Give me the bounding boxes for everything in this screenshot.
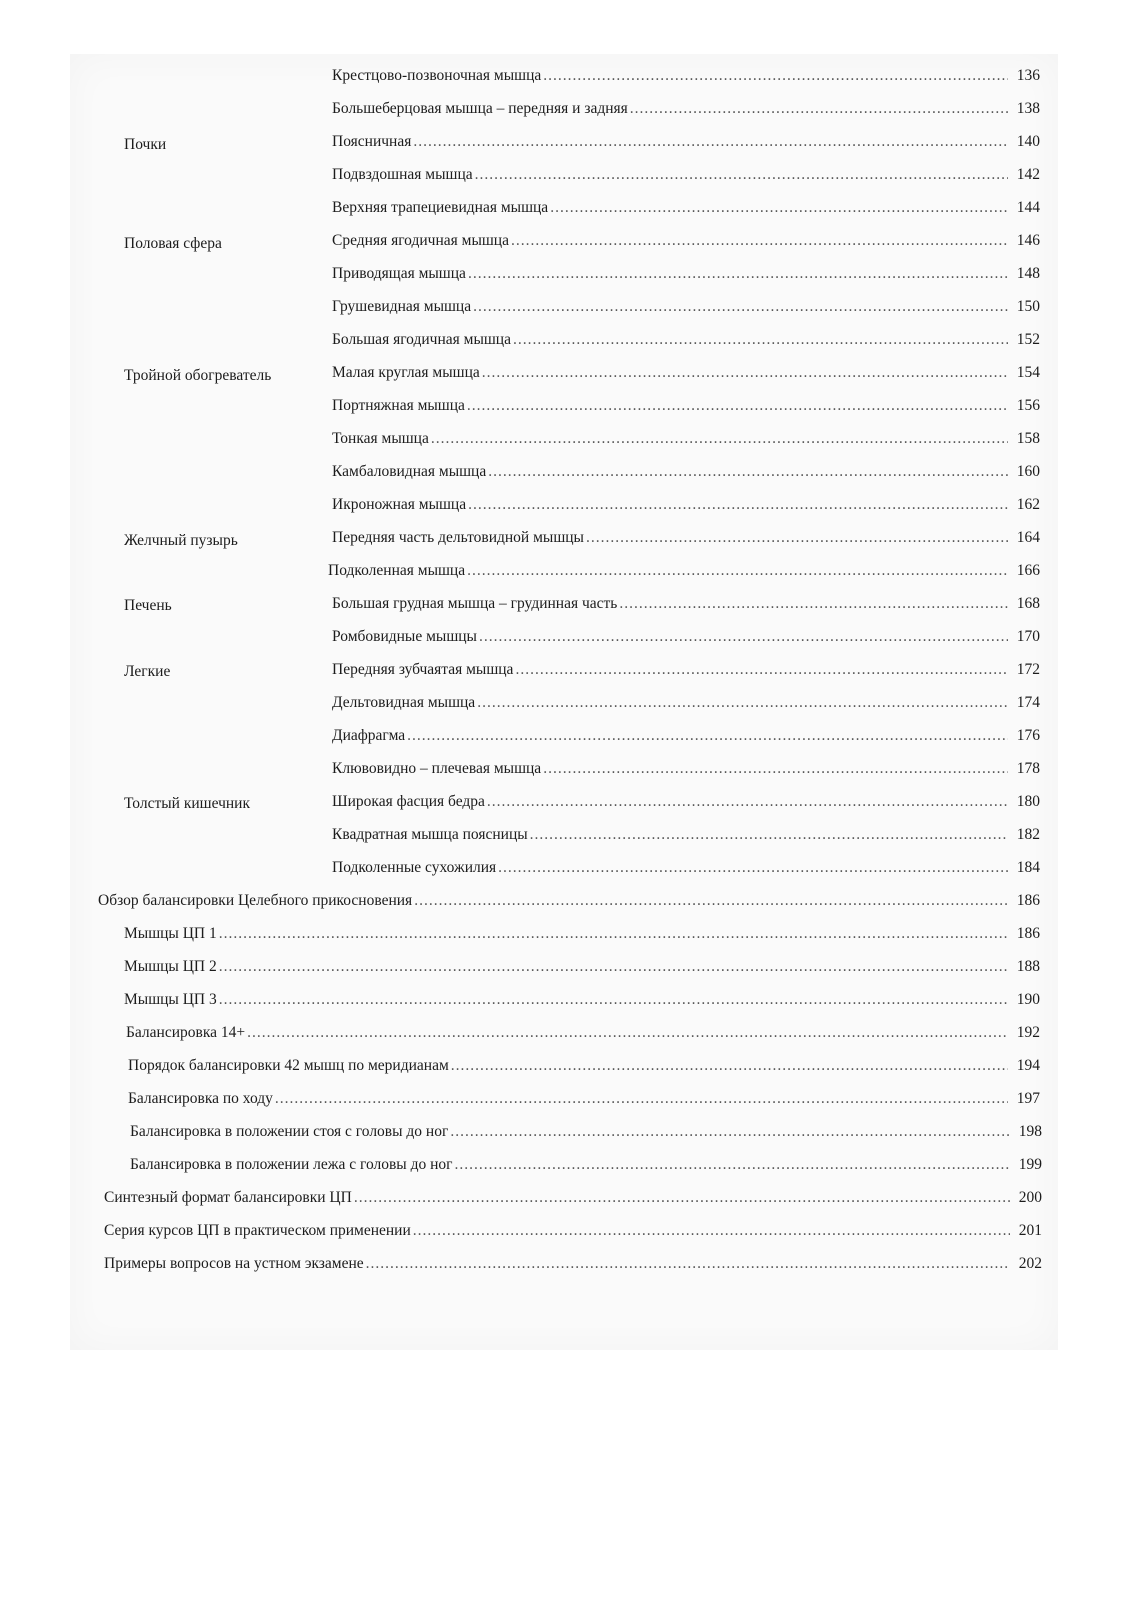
toc-entry-title: Грушевидная мышца bbox=[332, 298, 472, 315]
toc-entry[interactable] bbox=[332, 260, 1040, 288]
dot-leader bbox=[219, 986, 1008, 1014]
dot-leader bbox=[498, 854, 1008, 882]
toc-entry[interactable] bbox=[124, 986, 1040, 1014]
toc-entry-page: 164 bbox=[1016, 529, 1040, 546]
dot-leader bbox=[366, 1250, 1010, 1278]
toc-entry-page: 176 bbox=[1016, 727, 1040, 744]
dot-leader bbox=[219, 953, 1008, 981]
toc-entry-title: Большеберцовая мышца – передняя и задняя bbox=[332, 100, 628, 117]
toc-entry[interactable] bbox=[130, 1151, 1042, 1179]
toc-entry[interactable] bbox=[332, 656, 1040, 684]
toc-entry-title: Ромбовидные мышцы bbox=[332, 628, 477, 645]
dot-leader bbox=[619, 590, 1008, 618]
toc-entry-title: Подколенные сухожилия bbox=[332, 859, 497, 876]
toc-entry[interactable] bbox=[332, 623, 1040, 651]
toc-entry[interactable] bbox=[332, 293, 1040, 321]
toc-entry[interactable] bbox=[124, 953, 1040, 981]
toc-entry-title: Средняя ягодичная мышца bbox=[332, 232, 509, 249]
dot-leader bbox=[219, 920, 1008, 948]
toc-section-entry[interactable] bbox=[104, 1184, 1042, 1212]
toc-entry-title: Порядок балансировки 42 мышц по меридианам bbox=[128, 1057, 449, 1074]
dot-leader bbox=[550, 194, 1008, 222]
toc-entry-page: 146 bbox=[1016, 232, 1040, 249]
dot-leader bbox=[477, 689, 1008, 717]
toc-entry-page: 138 bbox=[1016, 100, 1040, 117]
toc-entry-page: 140 bbox=[1016, 133, 1040, 150]
toc-entry[interactable] bbox=[332, 425, 1040, 453]
toc-entry-title: Малая круглая мышца bbox=[332, 364, 480, 381]
dot-leader bbox=[451, 1052, 1008, 1080]
toc-entry-title: Мышцы ЦП 1 bbox=[124, 925, 217, 942]
toc-entry-page: 152 bbox=[1016, 331, 1040, 348]
toc-entry[interactable] bbox=[130, 1118, 1042, 1146]
toc-entry[interactable] bbox=[332, 227, 1040, 255]
toc-entry[interactable] bbox=[332, 392, 1040, 420]
toc-entry[interactable] bbox=[332, 854, 1040, 882]
toc-entry-page: 184 bbox=[1016, 859, 1040, 876]
toc-entry-page: 190 bbox=[1016, 991, 1040, 1008]
toc-entry-page: 144 bbox=[1016, 199, 1040, 216]
toc-entry-page: 172 bbox=[1016, 661, 1040, 678]
dot-leader bbox=[530, 821, 1008, 849]
toc-entry-page: 199 bbox=[1018, 1156, 1042, 1173]
dot-leader bbox=[247, 1019, 1008, 1047]
toc-entry-title: Балансировка по ходу bbox=[128, 1090, 273, 1107]
toc-entry-title: Широкая фасция бедра bbox=[332, 793, 485, 810]
toc-entry[interactable] bbox=[126, 1019, 1040, 1047]
toc-entry-title: Мышцы ЦП 2 bbox=[124, 958, 217, 975]
toc-entry-title: Подколенная мышца bbox=[328, 562, 466, 579]
toc-entry-page: 174 bbox=[1016, 694, 1040, 711]
toc-entry-title: Обзор балансировки Целебного прикосновения bbox=[98, 892, 413, 909]
toc-entry-title: Передняя часть дельтовидной мышцы bbox=[332, 529, 584, 546]
toc-entry-title: Тонкая мышца bbox=[332, 430, 429, 447]
toc-entry-title: Поясничная bbox=[332, 133, 412, 150]
dot-leader bbox=[515, 656, 1008, 684]
toc-entry[interactable] bbox=[128, 1085, 1040, 1113]
dot-leader bbox=[488, 458, 1008, 486]
dot-leader bbox=[482, 359, 1008, 387]
toc-entry-title: Верхняя трапециевидная мышца bbox=[332, 199, 549, 216]
toc-entry-title: Дельтовидная мышца bbox=[332, 694, 476, 711]
toc-entry[interactable] bbox=[332, 788, 1040, 816]
toc-entry-title: Клювовидно – плечевая мышца bbox=[332, 760, 542, 777]
toc-entry-page: 162 bbox=[1016, 496, 1040, 513]
toc-entry-title: Серия курсов ЦП в практическом применении bbox=[104, 1222, 411, 1239]
dot-leader bbox=[543, 755, 1008, 783]
toc-entry-page: 200 bbox=[1018, 1189, 1042, 1206]
toc-entry-title: Балансировка 14+ bbox=[126, 1024, 246, 1041]
dot-leader bbox=[468, 491, 1008, 519]
dot-leader bbox=[513, 326, 1008, 354]
toc-entry-title: Квадратная мышца поясницы bbox=[332, 826, 528, 843]
toc-entry-page: 178 bbox=[1016, 760, 1040, 777]
dot-leader bbox=[354, 1184, 1010, 1212]
toc-entry[interactable] bbox=[332, 458, 1040, 486]
dot-leader bbox=[275, 1085, 1008, 1113]
toc-entry-page: 192 bbox=[1016, 1024, 1040, 1041]
toc-entry-title: Большая ягодичная мышца bbox=[332, 331, 511, 348]
dot-leader bbox=[414, 887, 1008, 915]
toc-entry-title: Балансировка в положении стоя с головы до ног bbox=[130, 1123, 449, 1140]
toc-group-label: Легкие bbox=[124, 663, 171, 680]
dot-leader bbox=[455, 1151, 1010, 1179]
toc-entry[interactable] bbox=[332, 722, 1040, 750]
toc-entry-page: 154 bbox=[1016, 364, 1040, 381]
toc-entry[interactable] bbox=[332, 755, 1040, 783]
dot-leader bbox=[467, 557, 1008, 585]
toc-entry-title: Подвздошная мышца bbox=[332, 166, 473, 183]
toc-entry[interactable] bbox=[332, 62, 1040, 90]
toc-entry-title: Портняжная мышца bbox=[332, 397, 465, 414]
toc-entry-title: Примеры вопросов на устном экзамене bbox=[104, 1255, 364, 1272]
toc-entry-page: 136 bbox=[1016, 67, 1040, 84]
toc-entry-title: Мышцы ЦП 3 bbox=[124, 991, 217, 1008]
toc-entry[interactable] bbox=[332, 359, 1040, 387]
toc-entry[interactable] bbox=[332, 590, 1040, 618]
dot-leader bbox=[407, 722, 1008, 750]
toc-group-label: Почки bbox=[124, 136, 167, 153]
toc-entry-page: 160 bbox=[1016, 463, 1040, 480]
toc-group-label: Половая сфера bbox=[124, 235, 222, 252]
toc-entry[interactable] bbox=[128, 1052, 1040, 1080]
toc-entry[interactable] bbox=[332, 194, 1040, 222]
dot-leader bbox=[467, 392, 1008, 420]
toc-section-entry[interactable] bbox=[98, 887, 1040, 915]
toc-entry[interactable] bbox=[332, 689, 1040, 717]
dot-leader bbox=[413, 1217, 1010, 1245]
toc-entry-title: Диафрагма bbox=[332, 727, 406, 744]
toc-entry-title: Передняя зубчаятая мышца bbox=[332, 661, 514, 678]
toc-entry[interactable] bbox=[332, 821, 1040, 849]
dot-leader bbox=[475, 161, 1008, 189]
toc-group-label: Печень bbox=[124, 597, 172, 614]
toc-entry[interactable] bbox=[332, 128, 1040, 156]
toc-entry-page: 198 bbox=[1018, 1123, 1042, 1140]
toc-entry-page: 142 bbox=[1016, 166, 1040, 183]
dot-leader bbox=[586, 524, 1008, 552]
toc-section-entry[interactable] bbox=[104, 1217, 1042, 1245]
toc-entry-title: Камбаловидная мышца bbox=[332, 463, 487, 480]
toc-entry-page: 202 bbox=[1018, 1255, 1042, 1272]
toc-entry-page: 170 bbox=[1016, 628, 1040, 645]
dot-leader bbox=[468, 260, 1008, 288]
toc-entry-page: 168 bbox=[1016, 595, 1040, 612]
toc-entry-page: 201 bbox=[1018, 1222, 1042, 1239]
toc-entry[interactable] bbox=[332, 326, 1040, 354]
dot-leader bbox=[450, 1118, 1010, 1146]
toc-entry-page: 186 bbox=[1016, 925, 1040, 942]
toc-entry[interactable] bbox=[332, 95, 1040, 123]
toc-entry-title: Балансировка в положении лежа с головы до ног bbox=[130, 1156, 453, 1173]
dot-leader bbox=[473, 293, 1008, 321]
toc-entry[interactable] bbox=[332, 524, 1040, 552]
toc-group-label: Толстый кишечник bbox=[124, 795, 250, 812]
toc-entry-page: 158 bbox=[1016, 430, 1040, 447]
toc-entry-title: Большая грудная мышца – грудинная часть bbox=[332, 595, 618, 612]
toc-entry-title: Приводящая мышца bbox=[332, 265, 466, 282]
dot-leader bbox=[413, 128, 1008, 156]
toc-entry-page: 156 bbox=[1016, 397, 1040, 414]
toc-entry-title: Икроножная мышца bbox=[332, 496, 467, 513]
dot-leader bbox=[431, 425, 1008, 453]
toc-entry-page: 148 bbox=[1016, 265, 1040, 282]
toc-entry[interactable] bbox=[332, 491, 1040, 519]
toc-section-entry[interactable] bbox=[104, 1250, 1042, 1278]
toc-entry[interactable] bbox=[328, 557, 1040, 585]
toc-entry-title: Крестцово-позвоночная мышца bbox=[332, 67, 542, 84]
dot-leader bbox=[511, 227, 1008, 255]
toc-entry-page: 150 bbox=[1016, 298, 1040, 315]
toc-group-label: Желчный пузырь bbox=[124, 532, 238, 549]
toc-entry[interactable] bbox=[332, 161, 1040, 189]
toc-entry-page: 180 bbox=[1016, 793, 1040, 810]
toc-group-label: Тройной обогреватель bbox=[124, 367, 272, 384]
toc-entry-page: 194 bbox=[1016, 1057, 1040, 1074]
dot-leader bbox=[487, 788, 1008, 816]
toc-entry-page: 182 bbox=[1016, 826, 1040, 843]
dot-leader bbox=[543, 62, 1008, 90]
toc-entry[interactable] bbox=[124, 920, 1040, 948]
dot-leader bbox=[630, 95, 1008, 123]
toc-entry-page: 186 bbox=[1016, 892, 1040, 909]
dot-leader bbox=[479, 623, 1008, 651]
toc-entry-page: 197 bbox=[1016, 1090, 1040, 1107]
toc-entry-title: Синтезный формат балансировки ЦП bbox=[104, 1189, 352, 1206]
toc-entry-page: 166 bbox=[1016, 562, 1040, 579]
toc-entry-page: 188 bbox=[1016, 958, 1040, 975]
